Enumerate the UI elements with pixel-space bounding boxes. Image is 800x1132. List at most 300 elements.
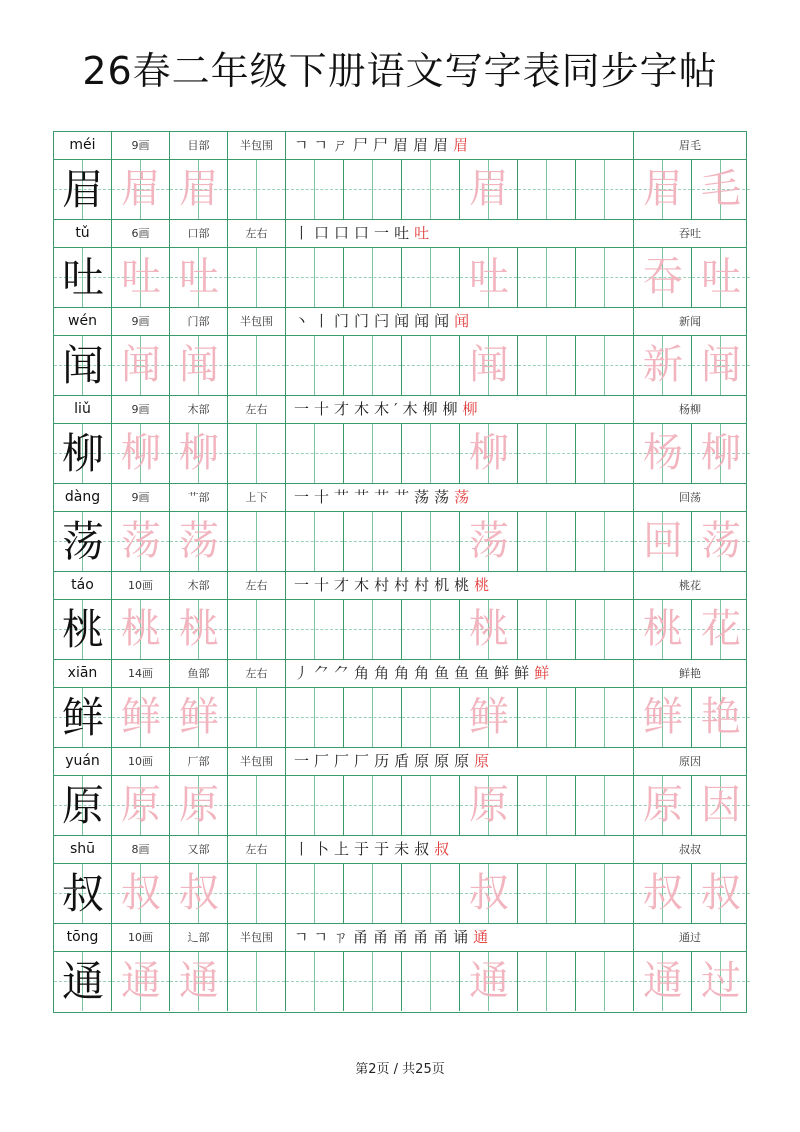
stroke-step: 十: [314, 576, 335, 594]
stroke-step: 才: [334, 576, 355, 594]
stroke-step: 一: [294, 400, 315, 418]
stroke-step: 尸: [373, 136, 394, 154]
stroke-step: 柳: [422, 400, 443, 418]
character-entry: [54, 924, 746, 1012]
stroke-step: 厂: [314, 752, 335, 770]
stroke-order: [286, 220, 634, 247]
word-trace-character: 柳: [701, 430, 741, 476]
tian-grid-box[interactable]: [634, 864, 692, 923]
tian-grid-box[interactable]: [518, 688, 576, 747]
word-trace-character: 回: [643, 518, 683, 564]
info-row: [54, 396, 746, 424]
stroke-step: 鱼: [454, 664, 475, 682]
stroke-step: 才: [334, 400, 355, 418]
tian-grid-box[interactable]: [460, 952, 518, 1011]
stroke-step: 鱼: [434, 664, 455, 682]
tian-grid-box[interactable]: [228, 600, 286, 659]
tian-grid-box[interactable]: [692, 424, 750, 483]
stroke-count: 10画: [112, 572, 170, 599]
trace-character: 鲜: [469, 694, 509, 740]
trace-character: 眉: [121, 166, 161, 212]
stroke-step: ⺈: [314, 664, 335, 682]
model-character: 叔: [61, 869, 104, 918]
stroke-step: 艹: [394, 488, 415, 506]
trace-character: 叔: [179, 870, 219, 916]
word-label: 通过: [679, 931, 701, 944]
word-trace-character: 原: [643, 782, 683, 828]
character-table: [53, 131, 747, 1013]
stroke-step: 尸: [353, 136, 374, 154]
stroke-order: [286, 748, 634, 775]
practice-grid-row: [54, 424, 746, 484]
structure-label: 半包围: [228, 748, 286, 775]
stroke-step: 闩: [374, 312, 395, 330]
tian-grid-box[interactable]: [112, 688, 170, 747]
radical-label: 木部: [170, 396, 228, 423]
tian-grid-box[interactable]: [692, 336, 750, 395]
tian-grid-box[interactable]: [54, 248, 112, 307]
word-trace-character: 毛: [701, 166, 741, 212]
tian-grid-box[interactable]: [460, 512, 518, 571]
tian-grid-box[interactable]: [54, 160, 112, 219]
tian-grid-box[interactable]: [170, 160, 228, 219]
stroke-step: 叔: [414, 840, 435, 858]
tian-grid-box[interactable]: [692, 776, 750, 835]
tian-grid-box[interactable]: [576, 688, 634, 747]
model-character: 眉: [61, 165, 104, 214]
practice-grid-row: [54, 776, 746, 836]
stroke-order: [286, 484, 634, 511]
tian-grid-box[interactable]: [112, 160, 170, 219]
trace-character: 叔: [469, 870, 509, 916]
practice-grid-row: [54, 248, 746, 308]
tian-grid-box[interactable]: [402, 600, 460, 659]
tian-grid-box[interactable]: [344, 864, 402, 923]
practice-grid-row: [54, 336, 746, 396]
tian-grid-box[interactable]: [634, 776, 692, 835]
stroke-step: ㄕ: [333, 136, 354, 154]
stroke-step: 厂: [334, 752, 355, 770]
stroke-order: [286, 396, 634, 423]
stroke-step: 门: [354, 312, 375, 330]
tian-grid-box[interactable]: [170, 952, 228, 1011]
model-character: 荡: [61, 517, 104, 566]
trace-character: 柳: [121, 430, 161, 476]
stroke-step: 角: [414, 664, 435, 682]
tian-grid-box[interactable]: [228, 864, 286, 923]
stroke-step: 闻: [414, 312, 435, 330]
tian-grid-box[interactable]: [402, 512, 460, 571]
tian-grid-box[interactable]: [54, 336, 112, 395]
tian-grid-box[interactable]: [112, 600, 170, 659]
model-character: 柳: [61, 429, 104, 478]
trace-character: 荡: [469, 518, 509, 564]
practice-grid-row: [54, 952, 746, 1012]
word-label: 原因: [679, 755, 701, 768]
stroke-count: 9画: [112, 132, 170, 159]
word-label: 叔叔: [679, 843, 701, 856]
stroke-count: 9画: [112, 308, 170, 335]
tian-grid-box[interactable]: [692, 952, 750, 1011]
stroke-step: 叔: [434, 840, 455, 858]
stroke-step: 村: [394, 576, 415, 594]
stroke-step: 鲜: [514, 664, 535, 682]
tian-grid-box[interactable]: [54, 864, 112, 923]
tian-grid-box[interactable]: [402, 248, 460, 307]
model-character: 吐: [61, 253, 104, 302]
stroke-step: 柳: [462, 400, 483, 418]
tian-grid-box[interactable]: [576, 512, 634, 571]
tian-grid-box[interactable]: [402, 688, 460, 747]
tian-grid-box[interactable]: [54, 776, 112, 835]
practice-grid-row: [54, 688, 746, 748]
tian-grid-box[interactable]: [692, 512, 750, 571]
word-label: 鲜艳: [679, 667, 701, 680]
stroke-step: 桃: [454, 576, 475, 594]
word-label: 桃花: [679, 579, 701, 592]
tian-grid-box[interactable]: [692, 600, 750, 659]
tian-grid-box[interactable]: [112, 864, 170, 923]
stroke-order: [286, 836, 634, 863]
stroke-step: 荡: [454, 488, 475, 506]
info-row: [54, 132, 746, 160]
tian-grid-box[interactable]: [170, 512, 228, 571]
radical-label: 木部: [170, 572, 228, 599]
stroke-step: 厂: [354, 752, 375, 770]
tian-grid-box[interactable]: [228, 336, 286, 395]
tian-grid-box[interactable]: [54, 600, 112, 659]
radical-label: 鱼部: [170, 660, 228, 687]
tian-grid-box[interactable]: [402, 864, 460, 923]
tian-grid-box[interactable]: [460, 600, 518, 659]
tian-grid-box[interactable]: [286, 160, 344, 219]
tian-grid-box[interactable]: [170, 424, 228, 483]
tian-grid-box[interactable]: [344, 776, 402, 835]
structure-label: 左右: [228, 660, 286, 687]
stroke-step: 桃: [474, 576, 495, 594]
stroke-step: 木: [402, 400, 423, 418]
character-entry: [54, 220, 746, 308]
tian-grid-box[interactable]: [228, 424, 286, 483]
tian-grid-box[interactable]: [344, 600, 402, 659]
info-row: [54, 572, 746, 600]
stroke-step: ㄱ: [313, 928, 333, 946]
tian-grid-box[interactable]: [344, 248, 402, 307]
stroke-step: 艹: [374, 488, 395, 506]
stroke-step: 眉: [433, 136, 454, 154]
word-trace-character: 花: [701, 606, 741, 652]
trace-character: 原: [179, 782, 219, 828]
tian-grid-box[interactable]: [228, 248, 286, 307]
tian-grid-box[interactable]: [634, 512, 692, 571]
tian-grid-box[interactable]: [286, 688, 344, 747]
tian-grid-box[interactable]: [112, 424, 170, 483]
practice-grid-row: [54, 600, 746, 660]
stroke-count: 10画: [112, 924, 170, 951]
tian-grid-box[interactable]: [112, 248, 170, 307]
tian-grid-box[interactable]: [228, 160, 286, 219]
stroke-step: 闻: [454, 312, 475, 330]
pinyin-label: táo: [54, 572, 112, 599]
stroke-step: 闻: [394, 312, 415, 330]
character-entry: [54, 396, 746, 484]
tian-grid-box[interactable]: [344, 688, 402, 747]
stroke-step: 丨: [294, 840, 315, 858]
page-indicator: 第2页 / 共25页: [355, 1062, 445, 1077]
tian-grid-box[interactable]: [692, 248, 750, 307]
tian-grid-box[interactable]: [286, 248, 344, 307]
tian-grid-box[interactable]: [286, 776, 344, 835]
stroke-step: 于: [374, 840, 395, 858]
tian-grid-box[interactable]: [576, 952, 634, 1011]
pinyin-label: yuán: [54, 748, 112, 775]
stroke-order: [286, 572, 634, 599]
pinyin-label: wén: [54, 308, 112, 335]
word-trace-character: 吐: [701, 254, 741, 300]
word-label: 回荡: [679, 491, 701, 504]
tian-grid-box[interactable]: [518, 776, 576, 835]
tian-grid-box[interactable]: [112, 776, 170, 835]
trace-character: 柳: [469, 430, 509, 476]
tian-grid-box[interactable]: [634, 600, 692, 659]
trace-character: 鲜: [179, 694, 219, 740]
tian-grid-box[interactable]: [576, 160, 634, 219]
tian-grid-box[interactable]: [402, 776, 460, 835]
tian-grid-box[interactable]: [170, 776, 228, 835]
structure-label: 半包围: [228, 924, 286, 951]
stroke-step: 甬: [353, 928, 374, 946]
tian-grid-box[interactable]: [228, 952, 286, 1011]
tian-grid-box[interactable]: [344, 424, 402, 483]
tian-grid-box[interactable]: [634, 424, 692, 483]
trace-character: 吐: [121, 254, 161, 300]
trace-character: 桃: [179, 606, 219, 652]
tian-grid-box[interactable]: [460, 336, 518, 395]
tian-grid-box[interactable]: [54, 512, 112, 571]
word-trace-character: 因: [701, 782, 741, 828]
trace-character: 荡: [179, 518, 219, 564]
tian-grid-box[interactable]: [170, 336, 228, 395]
stroke-step: 吐: [394, 224, 415, 242]
model-character: 通: [61, 957, 104, 1006]
word-trace-character: 过: [701, 958, 741, 1004]
tian-grid-box[interactable]: [286, 600, 344, 659]
tian-grid-box[interactable]: [402, 952, 460, 1011]
tian-grid-box[interactable]: [518, 864, 576, 923]
pinyin-label: tōng: [54, 924, 112, 951]
stroke-step: 十: [314, 488, 335, 506]
tian-grid-box[interactable]: [634, 160, 692, 219]
stroke-step: 未: [394, 840, 415, 858]
character-entry: [54, 660, 746, 748]
trace-character: 吐: [469, 254, 509, 300]
word-trace-character: 荡: [701, 518, 741, 564]
stroke-step: ⺈: [334, 664, 355, 682]
info-row: [54, 924, 746, 952]
stroke-step: 荡: [414, 488, 435, 506]
stroke-count: 6画: [112, 220, 170, 247]
word-trace-character: 吞: [643, 254, 683, 300]
tian-grid-box[interactable]: [54, 952, 112, 1011]
trace-character: 通: [121, 958, 161, 1004]
info-row: [54, 748, 746, 776]
radical-label: 目部: [170, 132, 228, 159]
tian-grid-box[interactable]: [286, 336, 344, 395]
trace-character: 原: [121, 782, 161, 828]
tian-grid-box[interactable]: [576, 864, 634, 923]
trace-character: 桃: [121, 606, 161, 652]
tian-grid-box[interactable]: [576, 424, 634, 483]
structure-label: 左右: [228, 220, 286, 247]
word-label: 杨柳: [679, 403, 701, 416]
character-entry: [54, 572, 746, 660]
info-row: [54, 836, 746, 864]
tian-grid-box[interactable]: [692, 688, 750, 747]
structure-label: 左右: [228, 572, 286, 599]
stroke-step: 一: [294, 488, 315, 506]
stroke-step: 角: [354, 664, 375, 682]
tian-grid-box[interactable]: [286, 864, 344, 923]
stroke-step: 一: [294, 576, 315, 594]
tian-grid-box[interactable]: [460, 248, 518, 307]
stroke-step: 一: [294, 752, 315, 770]
info-row: [54, 308, 746, 336]
stroke-step: 角: [374, 664, 395, 682]
stroke-step: 甬: [413, 928, 434, 946]
radical-label: 艹部: [170, 484, 228, 511]
tian-grid-box[interactable]: [170, 248, 228, 307]
pinyin-label: dàng: [54, 484, 112, 511]
word-trace-character: 眉: [643, 166, 683, 212]
stroke-step: 口: [314, 224, 335, 242]
character-entry: [54, 484, 746, 572]
practice-grid-row: [54, 512, 746, 572]
tian-grid-box[interactable]: [460, 864, 518, 923]
character-entry: [54, 308, 746, 396]
tian-grid-box[interactable]: [518, 160, 576, 219]
trace-character: 眉: [469, 166, 509, 212]
tian-grid-box[interactable]: [170, 688, 228, 747]
stroke-step: 木′: [374, 400, 403, 418]
tian-grid-box[interactable]: [576, 776, 634, 835]
tian-grid-box[interactable]: [112, 336, 170, 395]
tian-grid-box[interactable]: [460, 688, 518, 747]
pinyin-label: méi: [54, 132, 112, 159]
radical-label: 又部: [170, 836, 228, 863]
tian-grid-box[interactable]: [518, 512, 576, 571]
tian-grid-box[interactable]: [228, 688, 286, 747]
stroke-step: 柳: [442, 400, 463, 418]
tian-grid-box[interactable]: [576, 336, 634, 395]
radical-label: 厂部: [170, 748, 228, 775]
info-row: [54, 220, 746, 248]
tian-grid-box[interactable]: [518, 600, 576, 659]
tian-grid-box[interactable]: [54, 424, 112, 483]
stroke-step: 甬: [373, 928, 394, 946]
tian-grid-box[interactable]: [344, 336, 402, 395]
word-trace-character: 杨: [643, 430, 683, 476]
pinyin-label: xiān: [54, 660, 112, 687]
model-character: 鲜: [61, 693, 104, 742]
model-character: 桃: [61, 605, 104, 654]
tian-grid-box[interactable]: [576, 600, 634, 659]
stroke-step: 村: [374, 576, 395, 594]
stroke-order: [286, 660, 634, 687]
stroke-step: 鲜: [494, 664, 515, 682]
tian-grid-box[interactable]: [692, 864, 750, 923]
stroke-step: 于: [354, 840, 375, 858]
stroke-step: 眉: [413, 136, 434, 154]
page-title: 26春二年级下册语文写字表同步字帖: [82, 49, 718, 93]
word-trace-character: 闻: [701, 342, 741, 388]
tian-grid-box[interactable]: [576, 248, 634, 307]
tian-grid-box[interactable]: [634, 336, 692, 395]
tian-grid-box[interactable]: [460, 160, 518, 219]
trace-character: 鲜: [121, 694, 161, 740]
tian-grid-box[interactable]: [170, 600, 228, 659]
tian-grid-box[interactable]: [344, 952, 402, 1011]
tian-grid-box[interactable]: [518, 336, 576, 395]
trace-character: 荡: [121, 518, 161, 564]
tian-grid-box[interactable]: [460, 776, 518, 835]
tian-grid-box[interactable]: [344, 160, 402, 219]
tian-grid-box[interactable]: [402, 424, 460, 483]
tian-grid-box[interactable]: [228, 776, 286, 835]
stroke-step: 机: [434, 576, 455, 594]
tian-grid-box[interactable]: [460, 424, 518, 483]
tian-grid-box[interactable]: [112, 512, 170, 571]
stroke-step: ㄗ: [333, 928, 354, 946]
stroke-step: 鲜: [534, 664, 555, 682]
stroke-step: ㄱ: [313, 136, 333, 154]
tian-grid-box[interactable]: [692, 160, 750, 219]
tian-grid-box[interactable]: [634, 248, 692, 307]
stroke-step: 甬: [393, 928, 414, 946]
tian-grid-box[interactable]: [402, 336, 460, 395]
radical-label: 门部: [170, 308, 228, 335]
trace-character: 闻: [469, 342, 509, 388]
stroke-step: 角: [394, 664, 415, 682]
stroke-step: 眉: [393, 136, 414, 154]
tian-grid-box[interactable]: [286, 952, 344, 1011]
tian-grid-box[interactable]: [518, 952, 576, 1011]
tian-grid-box[interactable]: [634, 952, 692, 1011]
tian-grid-box[interactable]: [518, 248, 576, 307]
info-row: [54, 484, 746, 512]
tian-grid-box[interactable]: [228, 512, 286, 571]
model-character: 原: [61, 781, 104, 830]
stroke-step: 原: [414, 752, 435, 770]
tian-grid-box[interactable]: [344, 512, 402, 571]
stroke-step: 丶: [294, 312, 315, 330]
tian-grid-box[interactable]: [54, 688, 112, 747]
stroke-step: 鱼: [474, 664, 495, 682]
tian-grid-box[interactable]: [286, 512, 344, 571]
stroke-step: ㄱ: [294, 136, 314, 154]
tian-grid-box[interactable]: [634, 688, 692, 747]
tian-grid-box[interactable]: [170, 864, 228, 923]
word-label: 吞吐: [679, 227, 701, 240]
tian-grid-box[interactable]: [112, 952, 170, 1011]
tian-grid-box[interactable]: [286, 424, 344, 483]
pinyin-label: shū: [54, 836, 112, 863]
word-trace-character: 通: [643, 958, 683, 1004]
structure-label: 左右: [228, 396, 286, 423]
tian-grid-box[interactable]: [518, 424, 576, 483]
stroke-step: 艹: [334, 488, 355, 506]
tian-grid-box[interactable]: [402, 160, 460, 219]
structure-label: 半包围: [228, 308, 286, 335]
